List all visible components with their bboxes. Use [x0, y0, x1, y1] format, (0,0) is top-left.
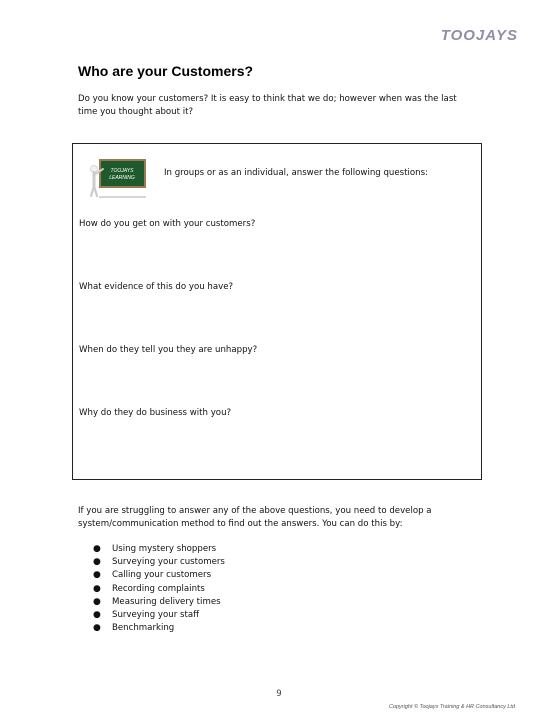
- list-item: [78, 583, 225, 596]
- bullet-icon: ●: [93, 570, 101, 581]
- bullet-icon: ●: [93, 583, 101, 594]
- bullet-icon: ●: [93, 557, 101, 568]
- method-label: Surveying your customers: [112, 557, 225, 568]
- copyright-notice: Copyright © Toojays Training & HR Consultancy Ltd: [388, 704, 515, 710]
- methods-list: [78, 543, 225, 635]
- method-label: Benchmarking: [112, 623, 175, 634]
- group-instruction: In groups or as an individual, answer the following questions:: [164, 168, 428, 178]
- list-item: [78, 543, 225, 556]
- intro-paragraph: Do you know your customers? It is easy to think that we do; however when was the last time you thought about it?: [78, 94, 457, 117]
- method-label: Using mystery shoppers: [112, 544, 217, 554]
- bullet-icon: ●: [93, 623, 101, 634]
- board-logo-line-2: LEARNING: [109, 175, 135, 181]
- page-number: 9: [276, 689, 282, 699]
- question-2: What evidence of this do you have?: [79, 282, 234, 292]
- page-title: Who are your Customers?: [78, 63, 254, 79]
- method-label: Surveying your staff: [112, 609, 200, 620]
- question-4: Why do they do business with you?: [79, 408, 232, 418]
- method-label: Measuring delivery times: [112, 596, 221, 607]
- list-item: [78, 556, 225, 569]
- teacher-chalkboard-icon: [88, 157, 148, 201]
- board-logo-line-1: TOOJAYS: [110, 168, 134, 174]
- method-label: Calling your customers: [112, 570, 212, 581]
- struggle-paragraph: If you are struggling to answer any of the above questions, you need to develop a system/communication method to find out the answers. You can do this by:: [78, 506, 432, 529]
- list-item: [78, 622, 225, 635]
- list-item: [78, 609, 225, 622]
- question-1: How do you get on with your customers?: [79, 219, 256, 229]
- bullet-icon: ●: [93, 596, 101, 607]
- questions-box: [72, 143, 482, 480]
- brand-logo-text: TOOJAYS: [440, 27, 518, 44]
- list-item: [78, 569, 225, 582]
- bullet-icon: ●: [93, 609, 101, 620]
- list-item: [78, 596, 225, 609]
- method-label: Recording complaints: [112, 583, 205, 594]
- bullet-icon: ●: [93, 544, 101, 554]
- question-3: When do they tell you they are unhappy?: [79, 345, 258, 355]
